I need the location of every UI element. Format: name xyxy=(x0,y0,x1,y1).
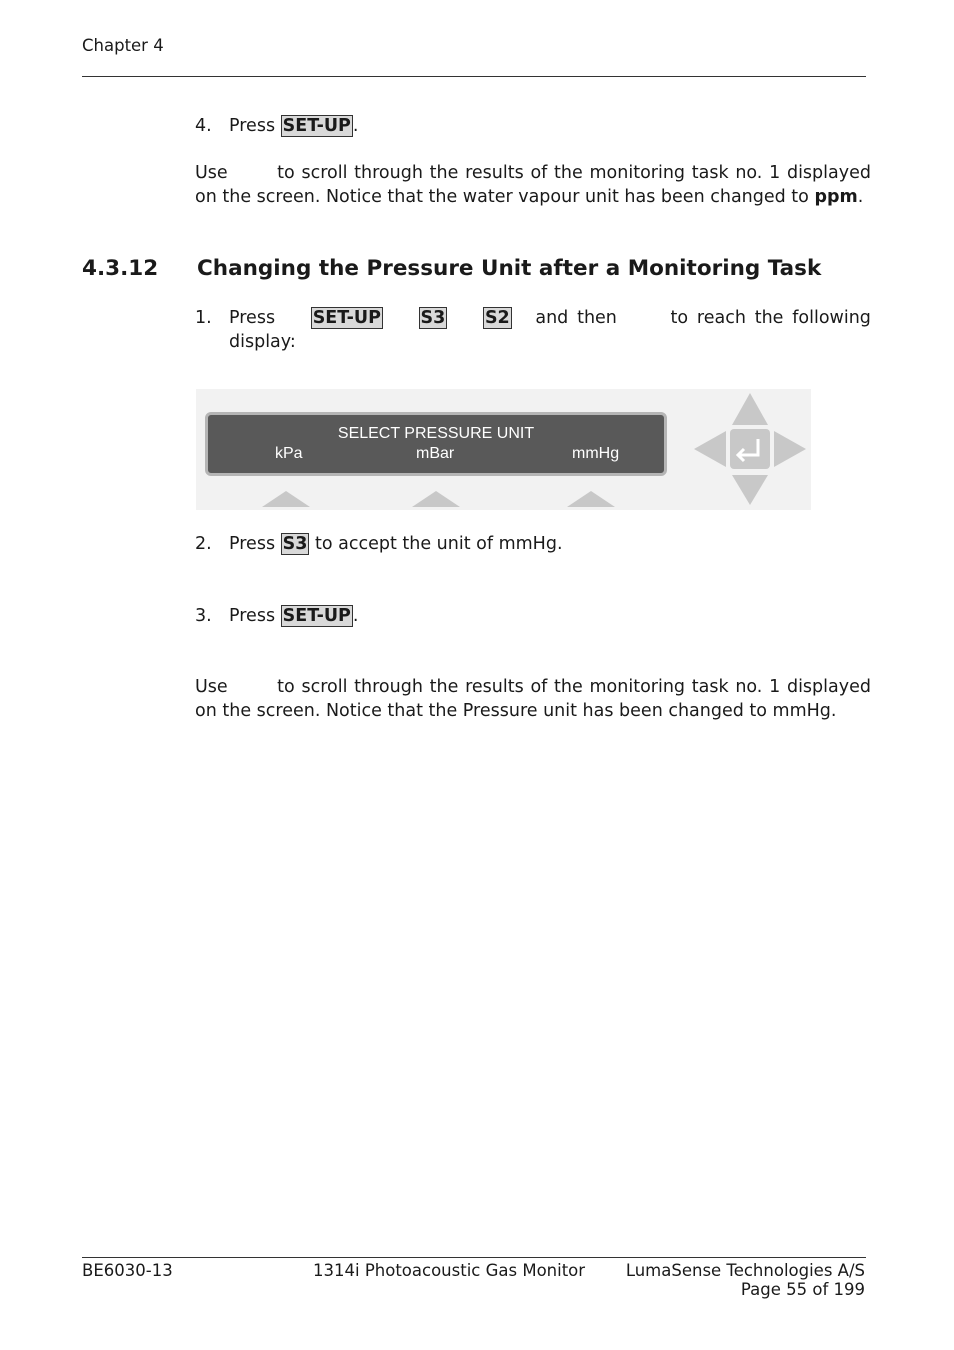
softkey-s2-arrow-icon[interactable] xyxy=(410,489,462,509)
section-heading xyxy=(82,256,821,281)
footer-page-number: Page 55 of 199 xyxy=(740,1280,865,1299)
section-title: Changing the Pressure Unit after a Monitoring Task xyxy=(197,256,822,281)
down-arrow-icon[interactable] xyxy=(732,475,768,505)
step-4 xyxy=(195,115,871,139)
navigation-pad xyxy=(692,391,808,509)
instrument-display-panel xyxy=(196,389,811,510)
step-number: 3. xyxy=(195,606,212,626)
step-3 xyxy=(195,605,871,629)
option-mbar: mBar xyxy=(416,445,455,462)
unit-ppm: ppm xyxy=(814,186,858,207)
section-number: 4.3.12 xyxy=(82,256,159,281)
enter-key[interactable] xyxy=(730,429,770,469)
accept-text: to accept the unit of mmHg. xyxy=(315,534,563,554)
option-mmhg: mmHg xyxy=(572,445,620,462)
step-end: . xyxy=(352,116,359,136)
option-kpa: kPa xyxy=(275,445,303,462)
step-text: Press xyxy=(229,116,276,136)
lcd-screen xyxy=(205,412,667,476)
s2-key: S2 xyxy=(484,308,510,328)
setup-key: SET-UP xyxy=(282,116,351,136)
step-text: Press xyxy=(229,606,276,626)
s3-key: S3 xyxy=(282,534,308,554)
step-2 xyxy=(195,533,871,557)
scroll-paragraph-2 xyxy=(195,676,871,723)
paragraph-end: . xyxy=(857,186,864,207)
scroll-paragraph-1 xyxy=(195,162,871,209)
footer-doc-id: BE6030-13 xyxy=(82,1261,173,1280)
step-end: . xyxy=(352,606,359,626)
up-arrow-icon[interactable] xyxy=(732,393,768,425)
setup-key: SET-UP xyxy=(312,308,381,328)
step-1 xyxy=(195,307,871,354)
step-text: Press xyxy=(229,534,276,554)
s3-key: S3 xyxy=(420,308,446,328)
step-text: Press xyxy=(229,308,276,328)
header-rule xyxy=(82,76,866,77)
reach-text: to reach the following display: xyxy=(229,308,871,352)
footer-company: LumaSense Technologies A/S xyxy=(625,1261,865,1280)
left-arrow-icon[interactable] xyxy=(694,431,726,467)
softkey-s1-arrow-icon[interactable] xyxy=(260,489,312,509)
footer-rule xyxy=(82,1257,866,1258)
and-then-text: and then xyxy=(535,308,617,328)
step-number: 4. xyxy=(195,116,212,136)
right-arrow-icon[interactable] xyxy=(774,431,806,467)
paragraph-text: to scroll through the results of the monitoring task no. 1 displayed on the screen. Notice that the water vapour unit has been changed to xyxy=(195,163,871,207)
use-word: Use xyxy=(195,163,228,183)
step-number: 1. xyxy=(195,308,212,328)
setup-key: SET-UP xyxy=(282,606,351,626)
paragraph-text: to scroll through the results of the monitoring task no. 1 displayed on the screen. Notice that the Pressure unit has been changed to mmHg. xyxy=(195,677,871,721)
footer-product: 1314i Photoacoustic Gas Monitor xyxy=(313,1261,586,1280)
step-number: 2. xyxy=(195,534,212,554)
chapter-label: Chapter 4 xyxy=(82,36,164,55)
use-word: Use xyxy=(195,677,228,697)
softkey-s3-arrow-icon[interactable] xyxy=(565,489,617,509)
lcd-title: SELECT PRESSURE UNIT xyxy=(337,425,535,442)
